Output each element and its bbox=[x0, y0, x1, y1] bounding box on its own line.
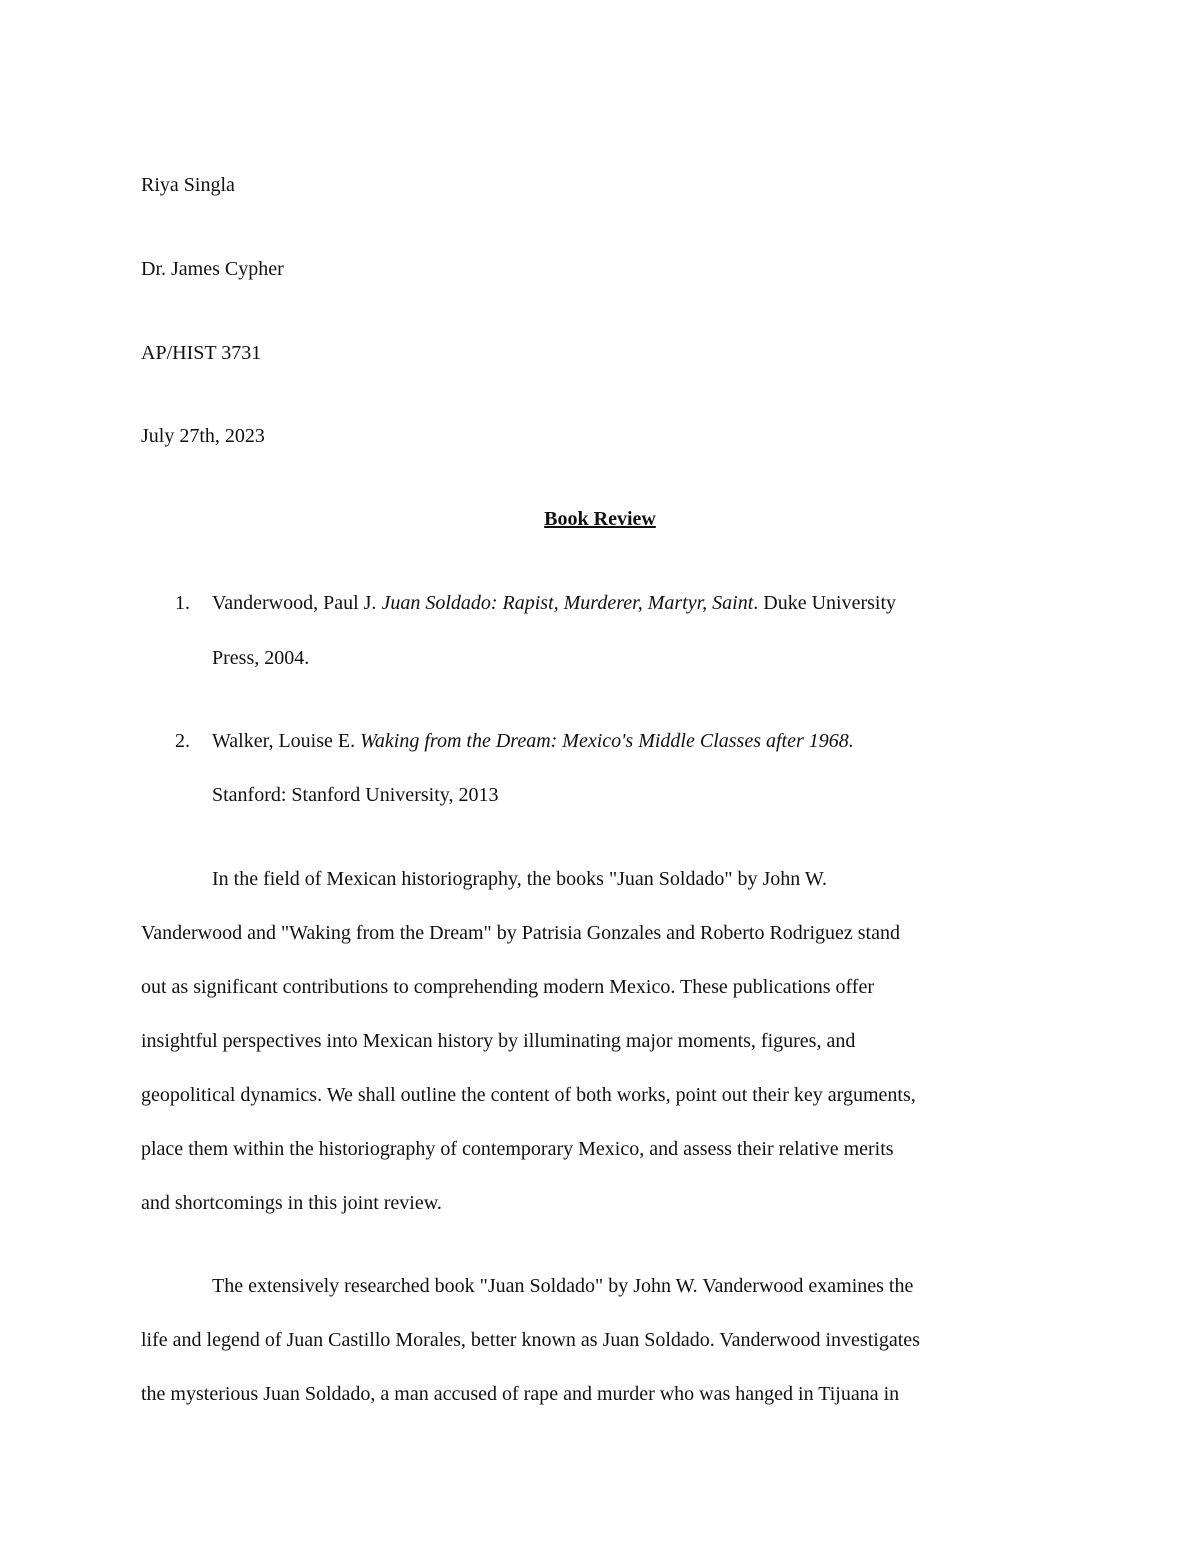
reference-line-continued: Press, 2004. bbox=[212, 647, 310, 669]
reference-author: Walker, Louise E. bbox=[212, 730, 361, 752]
paragraph-line: place them within the historiography of contemporary Mexico, and assess their relative merits bbox=[141, 1138, 894, 1160]
reference-number: 1. bbox=[175, 592, 190, 614]
submission-date: July 27th, 2023 bbox=[141, 425, 265, 447]
reference-book-title: Waking from the Dream: Mexico's Middle Classes after 1968. bbox=[360, 730, 854, 752]
reference-line bbox=[212, 591, 896, 615]
reference-number: 2. bbox=[175, 730, 190, 752]
instructor-name: Dr. James Cypher bbox=[141, 258, 284, 280]
reference-author: Vanderwood, Paul J. bbox=[212, 592, 382, 614]
paragraph-line: geopolitical dynamics. We shall outline the content of both works, point out their key arguments, bbox=[141, 1084, 916, 1106]
paragraph-line: Vanderwood and "Waking from the Dream" by Patrisia Gonzales and Roberto Rodriguez stand bbox=[141, 922, 900, 944]
reference-book-title: Juan Soldado: Rapist, Murderer, Martyr, Saint bbox=[381, 592, 754, 614]
paragraph-line: life and legend of Juan Castillo Morales, better known as Juan Soldado. Vanderwood investigates bbox=[141, 1329, 920, 1351]
reference-line-continued: Stanford: Stanford University, 2013 bbox=[212, 784, 499, 806]
paragraph-line: In the field of Mexican historiography, the books "Juan Soldado" by John W. bbox=[212, 868, 827, 890]
course-code: AP/HIST 3731 bbox=[141, 342, 262, 364]
page-title-text: Book Review bbox=[544, 508, 656, 530]
paragraph-line: the mysterious Juan Soldado, a man accused of rape and murder who was hanged in Tijuana in bbox=[141, 1383, 900, 1405]
paragraph-line: and shortcomings in this joint review. bbox=[141, 1192, 442, 1214]
page-title bbox=[0, 507, 1200, 531]
reference-line bbox=[212, 729, 854, 753]
reference-publisher: . Duke University bbox=[753, 592, 897, 614]
student-name: Riya Singla bbox=[141, 174, 235, 196]
paragraph-line: insightful perspectives into Mexican history by illuminating major moments, figures, and bbox=[141, 1030, 856, 1052]
paragraph-line: The extensively researched book "Juan Soldado" by John W. Vanderwood examines the bbox=[212, 1275, 914, 1297]
paragraph-line: out as significant contributions to comprehending modern Mexico. These publications offer bbox=[141, 976, 874, 998]
